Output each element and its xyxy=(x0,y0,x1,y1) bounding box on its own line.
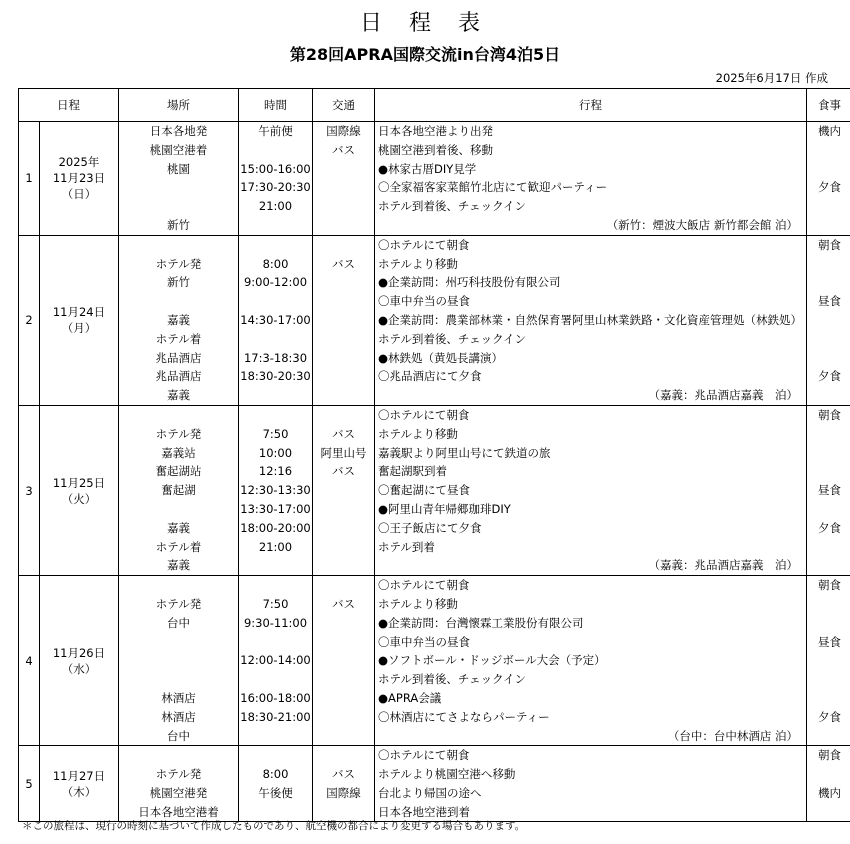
place-line: ホテル着 xyxy=(155,539,202,554)
transport-line xyxy=(313,160,374,179)
place-line: 嘉義 xyxy=(167,558,190,573)
day-number: 1 xyxy=(19,122,40,236)
transport-line xyxy=(313,273,374,292)
place-line xyxy=(119,576,238,595)
place-cell xyxy=(119,235,239,405)
schedule-table xyxy=(18,88,850,822)
transport-line: 阿里山号 xyxy=(320,445,367,460)
place-line xyxy=(119,178,238,197)
date-line: （木） xyxy=(61,784,97,799)
day-date xyxy=(40,235,119,405)
transport-line xyxy=(313,614,374,633)
meal-line: 夕食 xyxy=(818,369,841,384)
day-number: 3 xyxy=(19,405,40,575)
itinerary-line: ホテルより移動 xyxy=(378,256,458,271)
place-line: 日本各地空港着 xyxy=(138,804,219,819)
place-line: 台中 xyxy=(167,615,190,630)
time-line: 10:00 xyxy=(258,445,293,460)
transport-line: バス xyxy=(332,256,355,271)
place-line: 兆品酒店 xyxy=(155,350,202,365)
meal-line xyxy=(807,197,850,216)
transport-cell xyxy=(313,235,375,405)
transport-cell xyxy=(313,122,375,236)
meal-line xyxy=(807,595,850,614)
time-line xyxy=(239,746,312,765)
meal-line: 朝食 xyxy=(818,578,841,593)
place-line xyxy=(119,670,238,689)
transport-cell xyxy=(313,746,375,822)
meal-cell xyxy=(807,235,850,405)
time-line: 9:00-12:00 xyxy=(243,275,308,290)
place-line: 日本各地発 xyxy=(149,124,208,138)
time-line: 14:30-17:00 xyxy=(240,312,311,327)
itinerary-line: 〇全家福客家菜館竹北店にて歓迎パーティー xyxy=(378,180,608,195)
time-line: 15:00-16:00 xyxy=(240,161,311,176)
transport-line: バス xyxy=(332,767,355,782)
time-cell xyxy=(239,746,313,822)
header-itinerary: 行程 xyxy=(375,89,807,122)
meal-line: 夕食 xyxy=(818,180,841,195)
transport-line xyxy=(313,367,374,386)
date-line: （月） xyxy=(61,321,97,336)
itinerary-line: 〇王子飯店にて夕食 xyxy=(378,520,482,535)
day-number: 4 xyxy=(19,576,40,746)
transport-line xyxy=(313,727,374,746)
time-line: 午後便 xyxy=(258,785,293,800)
time-line xyxy=(239,236,312,255)
meal-line xyxy=(807,273,850,292)
time-line xyxy=(239,330,312,349)
day-number: 5 xyxy=(19,746,40,822)
itinerary-line: ホテル到着 xyxy=(378,539,435,554)
date-line: 11月25日 xyxy=(52,475,106,490)
time-cell xyxy=(239,235,313,405)
time-line xyxy=(239,406,312,425)
header-place: 場所 xyxy=(119,89,239,122)
meal-line: 夕食 xyxy=(818,709,841,724)
meal-line: 朝食 xyxy=(818,748,841,763)
itinerary-line: 奮起湖駅到着 xyxy=(378,464,447,479)
itinerary-cell xyxy=(375,122,807,236)
transport-line: 国際線 xyxy=(326,124,361,138)
itinerary-line: 日本各地空港到着 xyxy=(378,804,470,819)
meal-line xyxy=(807,444,850,463)
meal-line xyxy=(807,670,850,689)
time-line xyxy=(239,556,312,575)
meal-line xyxy=(807,425,850,444)
transport-line: 国際線 xyxy=(326,785,361,800)
meal-line: 朝食 xyxy=(818,237,841,252)
day-row xyxy=(19,746,850,822)
itinerary-line: 〇ホテルにて朝食 xyxy=(378,407,470,422)
place-line: 林酒店 xyxy=(161,690,196,705)
time-line: 18:00-20:00 xyxy=(240,520,311,535)
place-line: 嘉義站 xyxy=(161,445,196,460)
itinerary-line: 〇兆品酒店にて夕食 xyxy=(378,369,482,384)
transport-line xyxy=(313,311,374,330)
place-cell xyxy=(119,122,239,236)
place-line xyxy=(119,500,238,519)
place-line: 桃園空港発 xyxy=(149,785,208,800)
meal-line: 朝食 xyxy=(818,407,841,422)
day-row xyxy=(19,405,850,575)
time-cell xyxy=(239,405,313,575)
document-subtitle: 第28回APRA国際交流in台湾4泊5日 xyxy=(289,45,561,64)
itinerary-line: 〇林酒店にてさよならパーティー xyxy=(378,709,550,724)
itinerary-line: 嘉義駅より阿里山号にて鉄道の旅 xyxy=(378,445,551,460)
itinerary-line: 〇車中弁当の昼食 xyxy=(378,634,470,649)
transport-line xyxy=(313,330,374,349)
date-line: 11月26日 xyxy=(52,645,106,660)
date-line: （日） xyxy=(61,187,97,202)
time-line: 18:30-20:30 xyxy=(240,369,311,384)
transport-line xyxy=(313,708,374,727)
transport-line xyxy=(313,500,374,519)
time-line xyxy=(239,292,312,311)
itinerary-line: ●APRA会議 xyxy=(378,690,442,705)
transport-line xyxy=(313,386,374,405)
meal-line xyxy=(807,255,850,274)
transport-line xyxy=(313,556,374,575)
place-line: 桃園空港着 xyxy=(149,142,208,157)
time-cell xyxy=(239,122,313,236)
meal-line xyxy=(807,141,850,160)
date-line: 2025年 xyxy=(58,155,100,170)
meal-line xyxy=(807,689,850,708)
day-row xyxy=(19,235,850,405)
itinerary-line: ●企業訪問：農業部林業・自然保育署阿里山林業鉄路・文化資産管理処（林鉄処） xyxy=(378,312,803,327)
meal-line: 夕食 xyxy=(818,520,841,535)
day-row xyxy=(19,122,850,236)
time-line xyxy=(239,633,312,652)
itinerary-cell xyxy=(375,746,807,822)
itinerary-cell xyxy=(375,405,807,575)
footnote: ＊この旅程は、現行の時刻に基づいて作成したものであり、航空機の都合により変更する場合もあります。 xyxy=(22,820,526,832)
place-line: 新竹 xyxy=(167,217,190,232)
itinerary-line: ●林鉄処（黄処長講演） xyxy=(378,350,504,365)
place-line: ホテル発 xyxy=(155,767,202,782)
transport-line xyxy=(313,178,374,197)
itinerary-line: 〇ホテルにて朝食 xyxy=(378,237,470,252)
meal-cell xyxy=(807,405,850,575)
transport-line xyxy=(313,481,374,500)
day-date xyxy=(40,576,119,746)
transport-line xyxy=(313,292,374,311)
date-line: 11月23日 xyxy=(52,171,106,186)
transport-line xyxy=(313,538,374,557)
time-cell xyxy=(239,576,313,746)
place-line: 嘉義 xyxy=(167,312,190,327)
itinerary-line: 〇ホテルにて朝食 xyxy=(378,578,470,593)
itinerary-line: 〇ホテルにて朝食 xyxy=(378,748,470,763)
document-title: 日 程 表 xyxy=(360,11,490,36)
day-number: 2 xyxy=(19,235,40,405)
itinerary-line: 桃園空港到着後、移動 xyxy=(378,142,493,157)
itinerary-line: ホテルより移動 xyxy=(378,596,458,611)
lodging-note: （嘉義：兆品酒店嘉義 泊） xyxy=(648,388,798,403)
place-line: ホテル着 xyxy=(155,331,202,346)
itinerary-line: 〇車中弁当の昼食 xyxy=(378,294,470,309)
time-line: 12:00-14:00 xyxy=(240,653,311,668)
meal-line: 昼食 xyxy=(818,634,841,649)
time-line: 7:50 xyxy=(262,596,289,611)
time-line: 9:30-11:00 xyxy=(243,615,308,630)
place-line xyxy=(119,292,238,311)
time-line xyxy=(239,727,312,746)
place-line: 台中 xyxy=(167,728,190,743)
itinerary-line: ●阿里山青年帰郷珈琲DIY xyxy=(378,501,511,516)
time-line xyxy=(239,141,312,160)
time-line xyxy=(239,670,312,689)
header-transport: 交通 xyxy=(313,89,375,122)
itinerary-line: ホテル到着後、チェックイン xyxy=(378,199,527,214)
transport-line xyxy=(313,633,374,652)
meal-cell xyxy=(807,746,850,822)
meal-line: 昼食 xyxy=(818,294,841,309)
transport-line xyxy=(313,746,374,765)
transport-line xyxy=(313,197,374,216)
time-line: 午前便 xyxy=(258,124,293,138)
place-line: 林酒店 xyxy=(161,709,196,724)
place-line xyxy=(119,651,238,670)
place-line: ホテル発 xyxy=(155,256,202,271)
itinerary-line: ●企業訪問：州巧科技股份有限公司 xyxy=(378,275,561,290)
day-date xyxy=(40,122,119,236)
place-line: 桃園 xyxy=(167,161,190,176)
itinerary-cell xyxy=(375,235,807,405)
transport-line xyxy=(313,519,374,538)
itinerary-line: ホテルより桃園空港へ移動 xyxy=(378,767,516,782)
meal-line xyxy=(807,538,850,557)
time-line xyxy=(239,576,312,595)
date-line: 11月27日 xyxy=(52,768,106,783)
itinerary-cell xyxy=(375,576,807,746)
place-line xyxy=(119,746,238,765)
transport-cell xyxy=(313,576,375,746)
time-line: 16:00-18:00 xyxy=(240,690,311,705)
meal-line xyxy=(807,462,850,481)
date-line: （水） xyxy=(61,661,97,676)
transport-line: バス xyxy=(332,426,355,441)
place-line: 嘉義 xyxy=(167,520,190,535)
date-line: （火） xyxy=(61,491,97,506)
time-line: 8:00 xyxy=(262,767,289,782)
transport-line xyxy=(313,670,374,689)
itinerary-line: 台北より帰国の途へ xyxy=(378,785,482,800)
time-line xyxy=(239,386,312,405)
place-line: 奮起湖站 xyxy=(155,464,202,479)
time-line: 7:50 xyxy=(262,426,289,441)
time-line: 17:30-20:30 xyxy=(240,180,311,195)
header-row xyxy=(19,89,850,122)
transport-line: バス xyxy=(332,464,355,479)
place-line: 兆品酒店 xyxy=(155,369,202,384)
meal-line xyxy=(807,500,850,519)
itinerary-line: ●企業訪問：台灣懷霖工業股份有限公司 xyxy=(378,615,584,630)
meal-line xyxy=(807,311,850,330)
itinerary-line: ホテル到着後、チェックイン xyxy=(378,672,527,687)
meal-line: 機内 xyxy=(818,124,841,138)
transport-line xyxy=(313,236,374,255)
transport-line xyxy=(313,689,374,708)
meal-line xyxy=(807,330,850,349)
meal-line xyxy=(807,727,850,746)
transport-line xyxy=(313,349,374,368)
time-line: 8:00 xyxy=(262,256,289,271)
meal-line xyxy=(807,803,850,822)
meal-line: 昼食 xyxy=(818,483,841,498)
meal-line xyxy=(807,216,850,235)
transport-line xyxy=(313,651,374,670)
place-line xyxy=(119,633,238,652)
place-line xyxy=(119,236,238,255)
place-line: 新竹 xyxy=(167,275,190,290)
meal-line: 機内 xyxy=(818,785,841,800)
meal-cell xyxy=(807,122,850,236)
place-line xyxy=(119,197,238,216)
time-line: 12:16 xyxy=(258,464,293,479)
time-line: 13:30-17:00 xyxy=(240,501,311,516)
meal-line xyxy=(807,386,850,405)
meal-line xyxy=(807,651,850,670)
created-date: 2025年6月17日 作成 xyxy=(715,71,828,85)
transport-cell xyxy=(313,405,375,575)
meal-line xyxy=(807,614,850,633)
header-meal: 食事 xyxy=(807,89,850,122)
day-date xyxy=(40,746,119,822)
time-line: 18:30-21:00 xyxy=(240,709,311,724)
meal-line xyxy=(807,556,850,575)
lodging-note: （新竹：煙波大飯店 新竹都会館 泊） xyxy=(606,217,798,232)
time-line: 12:30-13:30 xyxy=(240,483,311,498)
transport-line xyxy=(313,406,374,425)
itinerary-line: ●林家古厝DIY見学 xyxy=(378,161,477,176)
itinerary-line: ホテルより移動 xyxy=(378,426,458,441)
meal-line xyxy=(807,160,850,179)
itinerary-line: ●ソフトボール・ドッジボール大会（予定） xyxy=(378,653,606,668)
place-line: 奮起湖 xyxy=(161,483,196,498)
time-line: 21:00 xyxy=(258,539,293,554)
time-line xyxy=(239,216,312,235)
meal-cell xyxy=(807,576,850,746)
place-cell xyxy=(119,746,239,822)
lodging-note: （嘉義：兆品酒店嘉義 泊） xyxy=(648,558,798,573)
place-line: 嘉義 xyxy=(167,388,190,403)
time-line: 17:3-18:30 xyxy=(243,350,308,365)
header-time: 時間 xyxy=(239,89,313,122)
place-line xyxy=(119,406,238,425)
itinerary-line: ホテル到着後、チェックイン xyxy=(378,331,527,346)
place-line: ホテル発 xyxy=(155,596,202,611)
time-line: 21:00 xyxy=(258,199,293,214)
transport-line: バス xyxy=(332,596,355,611)
transport-line xyxy=(313,576,374,595)
day-row xyxy=(19,576,850,746)
transport-line xyxy=(313,216,374,235)
itinerary-line: 日本各地空港より出発 xyxy=(378,124,493,138)
itinerary-line: 〇奮起湖にて昼食 xyxy=(378,483,470,498)
header-schedule: 日程 xyxy=(19,89,119,122)
place-cell xyxy=(119,405,239,575)
place-cell xyxy=(119,576,239,746)
meal-line xyxy=(807,765,850,784)
transport-line: バス xyxy=(332,142,355,157)
day-date xyxy=(40,405,119,575)
place-line: ホテル発 xyxy=(155,426,202,441)
lodging-note: （台中：台中林酒店 泊） xyxy=(667,728,798,743)
meal-line xyxy=(807,349,850,368)
date-line: 11月24日 xyxy=(52,305,106,320)
